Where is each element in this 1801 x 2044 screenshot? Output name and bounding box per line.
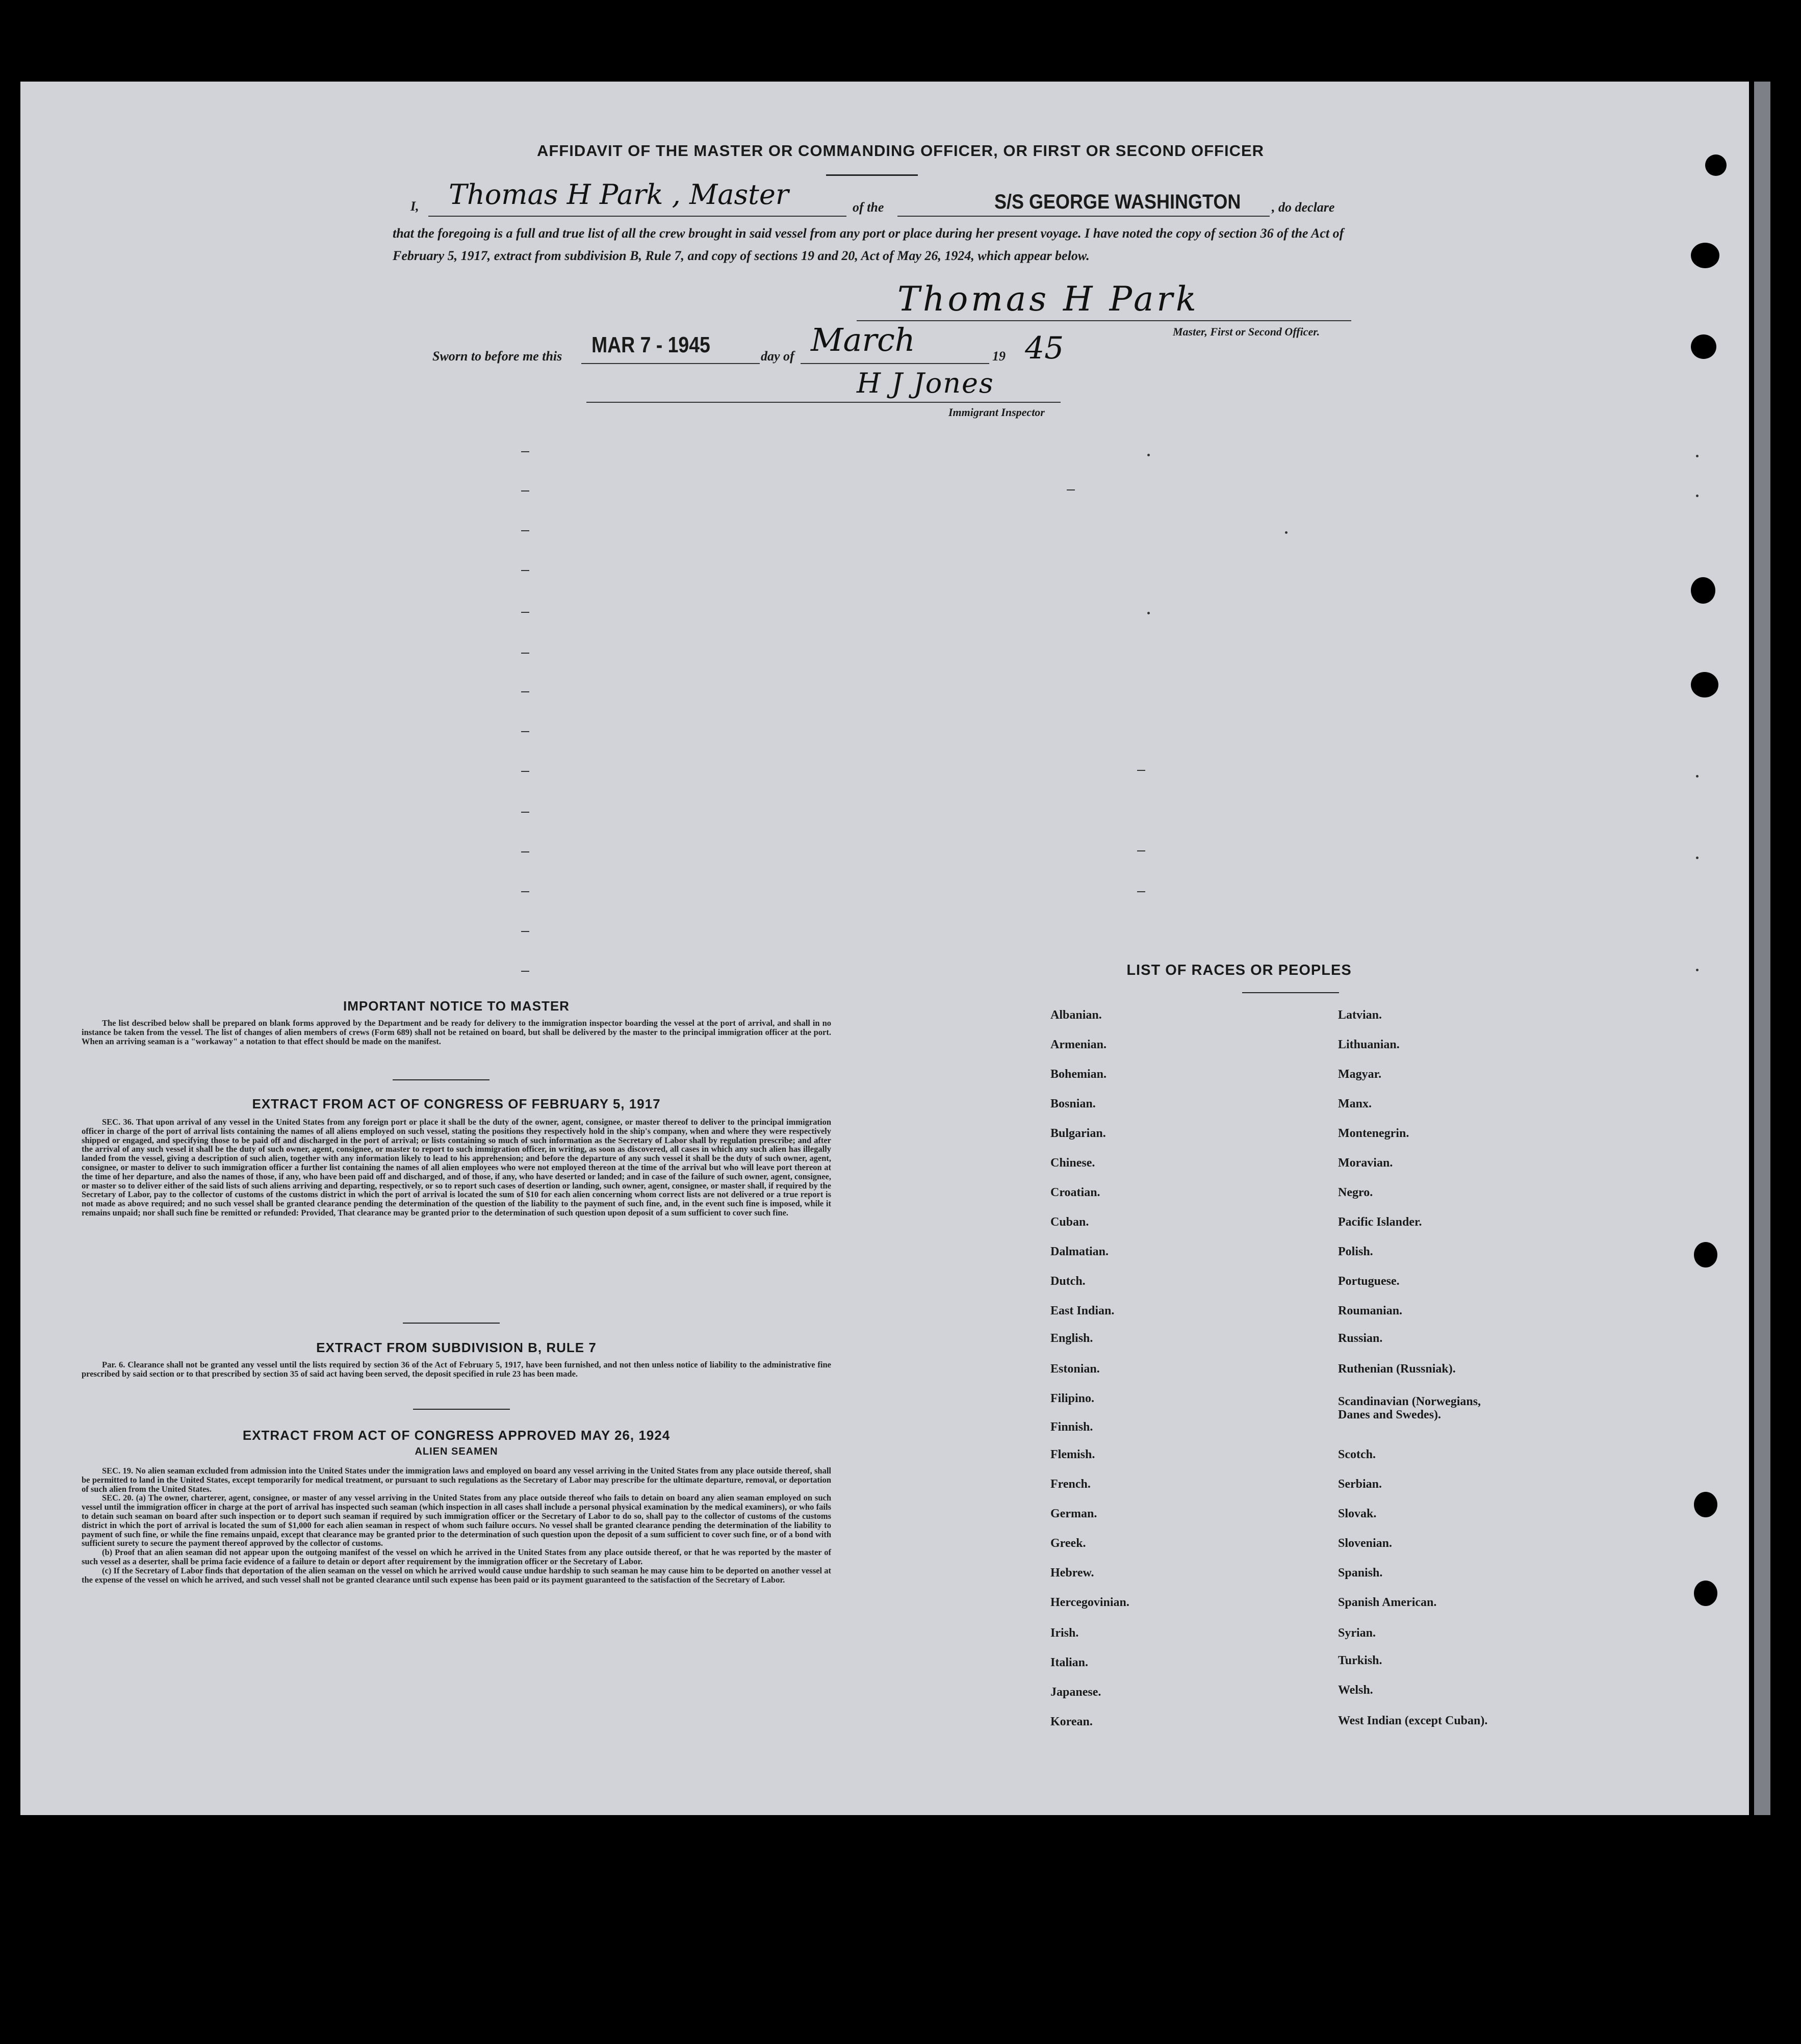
extract-1924-title: EXTRACT FROM ACT OF CONGRESS APPROVED MAY 26, 1924 — [242, 1428, 671, 1443]
race-item: Croatian. — [1050, 1186, 1100, 1199]
race-item: Serbian. — [1338, 1478, 1382, 1491]
divider — [413, 1409, 510, 1410]
vessel-name: S/S GEORGE WASHINGTON — [994, 191, 1241, 213]
race-item: Syrian. — [1338, 1626, 1376, 1640]
form-mark — [1147, 454, 1150, 456]
punch-hole — [1694, 1242, 1717, 1267]
month-field-line — [801, 363, 989, 364]
vessel-field-line — [897, 216, 1270, 217]
race-item: Bosnian. — [1050, 1097, 1096, 1110]
form-mark — [1137, 770, 1145, 771]
do-declare-label: , do declare — [1272, 200, 1335, 215]
race-item: Irish. — [1050, 1626, 1079, 1640]
i-label: I, — [410, 199, 419, 214]
form-mark — [1696, 969, 1699, 971]
race-item: Roumanian. — [1338, 1304, 1403, 1317]
section-20c-paragraph: (c) If the Secretary of Labor finds that deportation of the alien seaman on the vessel on which he arrived would cause undue hardship to such seaman he may cause him to be deported on another vessel at the expense of the vessel on which he arrived, and such vessel shall not be granted clearance until such expense has been paid or its payment guaranteed to the satisfaction of the Secretary of Labor. — [82, 1565, 831, 1585]
race-item: Latvian. — [1338, 1008, 1382, 1022]
form-mark — [521, 691, 529, 692]
race-item: Hebrew. — [1050, 1566, 1094, 1580]
race-item: Finnish. — [1050, 1420, 1093, 1434]
inspector-caption: Immigrant Inspector — [948, 406, 1045, 419]
race-item: Albanian. — [1050, 1008, 1102, 1022]
master-signature: Thomas H Park — [897, 279, 1199, 319]
form-mark — [521, 451, 529, 452]
date-field-line — [581, 363, 760, 364]
races-title: LIST OF RACES OR PEOPLES — [1126, 962, 1352, 978]
punch-hole — [1694, 1492, 1717, 1517]
race-item: Estonian. — [1050, 1362, 1100, 1376]
race-item: Portuguese. — [1338, 1275, 1400, 1288]
punch-hole — [1694, 1581, 1717, 1606]
form-mark — [521, 971, 529, 972]
extract-1917-text — [82, 1118, 831, 1218]
race-item: Ruthenian (Russniak). — [1338, 1362, 1456, 1376]
notice-title: IMPORTANT NOTICE TO MASTER — [343, 998, 570, 1014]
form-mark — [521, 771, 529, 772]
form-mark — [1137, 850, 1145, 851]
section-20a-paragraph: SEC. 20. (a) The owner, charterer, agent, consignee, or master of any vessel arriving in the United States from any place outside thereof who fails to detain on board any alien seaman employed on such vessel until the immigration officer in charge at the port of arrival has inspected such seaman (which inspection in all cases shall include a personal physical examination by the medical examiners), or who fails to detain such seaman on board after such inspection or to deport such seaman if required by such immigration officer or the Secretary of Labor to do so, shall pay to the collector of customs of the customs district in which the port of arrival is located the sum of $1,000 for each alien seaman in respect of whom such failure occurs. No vessel shall be granted clearance pending the determination of the liability to payment of such fine, or while the fine remains unpaid, except that clearance may be granted prior to the determination of such question upon the deposit of a sum sufficient to cover such fine, or of a bond with sufficient surety to secure the payment thereof approved by the collector of customs. — [82, 1493, 831, 1548]
name-field-line — [428, 216, 846, 217]
date-stamp: MAR 7 - 1945 — [591, 332, 710, 357]
race-item: Montenegrin. — [1338, 1127, 1409, 1140]
race-item: Turkish. — [1338, 1654, 1382, 1667]
master-name-handwritten: Thomas H Park , Master — [449, 178, 789, 211]
race-item: Negro. — [1338, 1186, 1373, 1199]
form-mark — [1285, 531, 1288, 534]
form-mark — [521, 812, 529, 813]
signature-line — [857, 320, 1351, 321]
form-mark — [1067, 489, 1075, 490]
race-item: Bohemian. — [1050, 1068, 1107, 1081]
race-item: German. — [1050, 1507, 1097, 1520]
race-item: Scotch. — [1338, 1448, 1376, 1461]
form-mark — [521, 653, 529, 654]
form-mark — [521, 931, 529, 932]
race-item: Pacific Islander. — [1338, 1215, 1422, 1229]
notice-paragraph: The list described below shall be prepared on blank forms approved by the Department and be ready for delivery to the immigration inspector boarding the vessel at the port of arrival, and shall in no instance be taken from the vessel. The list of changes of alien members of crews (Form 689) shall not be retained on board, but shall be delivered by the master to the principal immigration officer at the port. When an arriving seaman is a "workaway" a notation to that effect should be made on the manifest. — [82, 1018, 831, 1046]
punch-hole — [1691, 334, 1716, 359]
extract-1917-title: EXTRACT FROM ACT OF CONGRESS OF FEBRUARY 5, 1917 — [252, 1096, 661, 1111]
race-item: Manx. — [1338, 1097, 1372, 1110]
inspector-signature-line — [586, 402, 1061, 403]
race-item: Cuban. — [1050, 1215, 1089, 1229]
race-item: Russian. — [1338, 1332, 1383, 1345]
race-item: Hercegovinian. — [1050, 1596, 1129, 1609]
race-item: Dalmatian. — [1050, 1245, 1109, 1258]
form-mark — [521, 731, 529, 732]
race-item: Scandinavian (Norwegians, Danes and Swedes). — [1338, 1395, 1481, 1421]
race-item: Japanese. — [1050, 1686, 1101, 1699]
race-item: Greek. — [1050, 1537, 1086, 1550]
day-of-label: day of — [761, 349, 794, 364]
punch-hole — [1691, 243, 1719, 268]
affidavit-title: AFFIDAVIT OF THE MASTER OR COMMANDING OFFICER, OR FIRST OR SECOND OFFICER — [536, 142, 1265, 160]
rule-7-paragraph: Par. 6. Clearance shall not be granted any vessel until the lists required by section 36 of the Act of February 5, 1917, have been furnished, and not then unless notice of liability to the administrative fine prescribed by said section or to that prescribed by section 35 of said act having been served, the deposit specified in rule 23 has been made. — [82, 1360, 831, 1379]
section-36-paragraph: SEC. 36. That upon arrival of any vessel in the United States from any foreign port or place it shall be the duty of the owner, agent, consignee, or master thereof to deliver to the principal immigration officer in charge of the port of arrival lists containing the names of all aliens employed on such vessel, stating the positions they respectively hold in the ship's company, when and where they were respectively shipped or engaged, and specifying those to be paid off and discharged in the port of arrival; or lists containing so much of such information as the Secretary of Labor shall by regulation prescribe; and after the arrival of any such vessel it shall be the duty of such owner, agent, consignee, or master to report to such immigration officer, in writing, as soon as discovered, all cases in which any such alien has illegally landed from the vessel, giving a description of such alien, together with any information likely to lead to his apprehension; and before the departure of any such vessel it shall be the duty of such owner, agent, consignee, or master to deliver to such immigration officer a further list containing the names of all alien employees who were not employed thereon at the time of the arrival but who will leave port thereon at the time of her departure, and also the names of those, if any, who have been paid off and discharged, and of those, if any, who have deserted or landed; and in case of the failure of such owner, agent, consignee, or master so to deliver either of the said lists of such aliens arriving and departing, respectively, or so to report such cases of desertion or landing, such owner, agent, consignee, or master shall, if required by the Secretary of Labor, pay to the collector of customs of the customs district in which the port of arrival is located the sum of $10 for each alien concerning whom correct lists are not delivered or a true report is not made as above required; and no such vessel shall be granted clearance pending the determination of the question of the liability to the payment of such fine, and, in the event such fine is imposed, while it remains unpaid; nor shall such fine be remitted or refunded: Provided, That clearance may be granted prior to the determination of such question upon deposit of a sum sufficient to cover such fine. — [82, 1117, 831, 1218]
form-mark — [1696, 495, 1699, 497]
punch-hole — [1691, 577, 1715, 604]
form-mark — [1696, 775, 1699, 778]
affidavit-body: that the foregoing is a full and true list of all the crew brought in said vessel from any port or place during her present voyage. I have noted the copy of section 36 of the Act of February 5, 1917, extract from subdivision B, Rule 7, and copy of sections 19 and 20, Act of May 26, 1924, which appear below. — [393, 226, 1344, 263]
of-the-label: of the — [853, 200, 884, 215]
race-item: Moravian. — [1338, 1156, 1393, 1170]
race-item: Slovenian. — [1338, 1537, 1393, 1550]
form-mark — [521, 851, 529, 852]
sworn-label: Sworn to before me this — [432, 349, 562, 364]
race-item: Armenian. — [1050, 1038, 1107, 1051]
form-mark — [521, 570, 529, 571]
signature-caption: Master, First or Second Officer. — [1173, 325, 1320, 338]
race-item: French. — [1050, 1478, 1091, 1491]
race-item: Flemish. — [1050, 1448, 1095, 1461]
race-item: English. — [1050, 1332, 1093, 1345]
race-item: Lithuanian. — [1338, 1038, 1400, 1051]
form-mark — [521, 891, 529, 892]
race-item: Magyar. — [1338, 1068, 1382, 1081]
inspector-signature: H J Jones — [857, 367, 994, 399]
race-item: Spanish. — [1338, 1566, 1383, 1580]
rule-7-text — [82, 1360, 831, 1379]
rule-7-title: EXTRACT FROM SUBDIVISION B, RULE 7 — [316, 1340, 597, 1355]
divider — [393, 1079, 490, 1080]
race-item: Dutch. — [1050, 1275, 1086, 1288]
extract-1924-text — [82, 1466, 831, 1584]
form-mark — [1696, 455, 1699, 457]
divider — [826, 174, 918, 176]
form-mark — [521, 612, 529, 613]
section-20b-paragraph: (b) Proof that an alien seaman did not appear upon the outgoing manifest of the vessel on which he arrived in the United States from any place outside thereof, or that he was reported by the master of such vessel as a deserter, shall be prima facie evidence of a failure to detain or deport after requirement by the immigration officer or the Secretary of Labor. — [82, 1547, 831, 1566]
race-item: Spanish American. — [1338, 1596, 1437, 1609]
form-mark — [521, 530, 529, 531]
page-edge — [1754, 82, 1770, 1815]
divider — [1242, 992, 1339, 993]
race-item: Polish. — [1338, 1245, 1373, 1258]
race-item: West Indian (except Cuban). — [1338, 1714, 1488, 1727]
month-handwritten: March — [811, 321, 915, 358]
year-prefix: 19 — [992, 349, 1006, 364]
race-item: Italian. — [1050, 1656, 1089, 1669]
race-item: Filipino. — [1050, 1392, 1095, 1405]
race-item: Chinese. — [1050, 1156, 1095, 1170]
year-handwritten: 45 — [1025, 330, 1064, 366]
race-item: Bulgarian. — [1050, 1127, 1106, 1140]
form-mark — [1696, 857, 1699, 859]
divider — [403, 1323, 500, 1324]
race-item: Korean. — [1050, 1715, 1093, 1728]
race-item: East Indian. — [1050, 1304, 1115, 1317]
alien-seamen-heading: ALIEN SEAMEN — [415, 1446, 498, 1457]
race-item: Welsh. — [1338, 1684, 1373, 1697]
notice-text — [82, 1019, 831, 1046]
form-mark — [521, 490, 529, 491]
form-mark — [1147, 612, 1150, 614]
race-item: Slovak. — [1338, 1507, 1377, 1520]
form-mark — [1137, 891, 1145, 892]
punch-hole — [1691, 672, 1718, 697]
section-19-paragraph: SEC. 19. No alien seaman excluded from admission into the United States under the immigration laws and employed on board any vessel arriving in the United States from any place outside thereof, shall be permitted to land in the United States, except temporarily for medical treatment, or pursuant to such regulations as the Secretary of Labor may prescribe for the ultimate departure, removal, or deportation of such alien from the United States. — [82, 1466, 831, 1494]
